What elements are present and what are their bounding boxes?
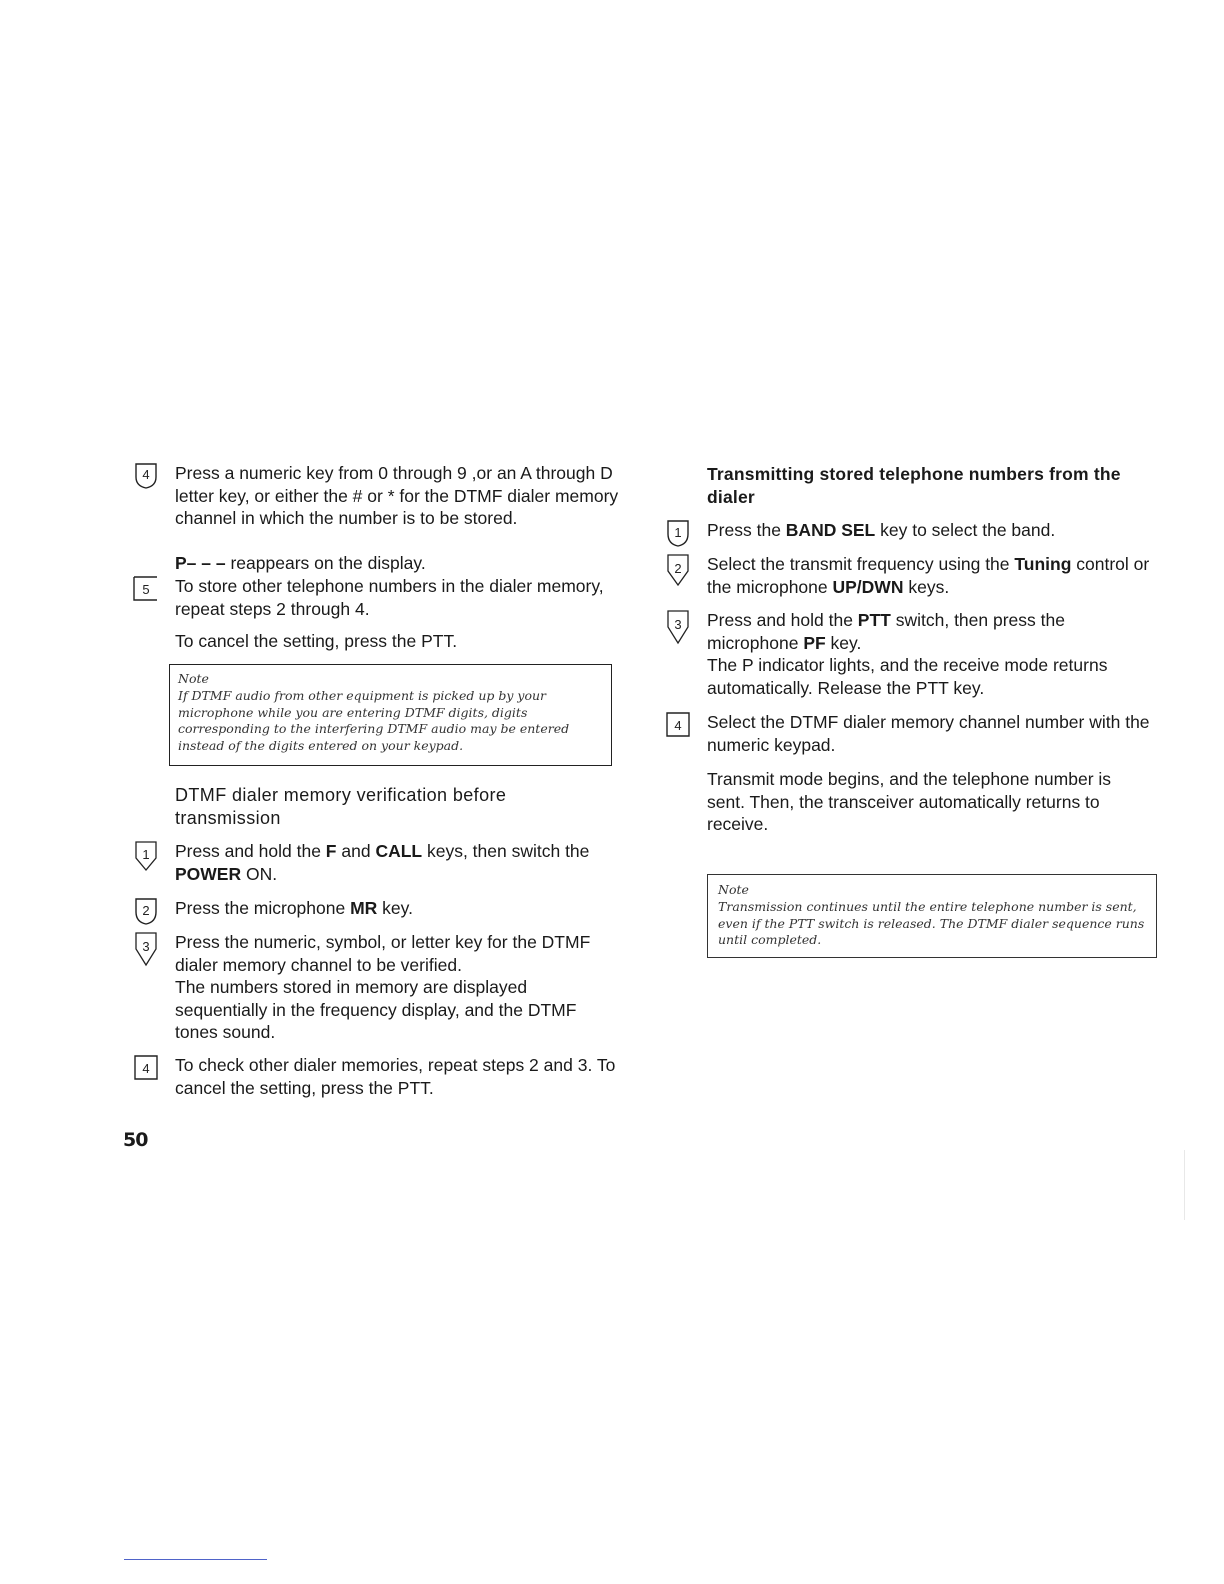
step-text: Press the numeric, symbol, or letter key for the DTMF dialer memory channel to be verified. The numbers stored in memory are displayed sequentially in the frequency display, and the DTMF tones sound. xyxy=(175,932,591,1043)
step-marker-number: 4 xyxy=(142,467,150,482)
step-marker-shield xyxy=(133,897,159,923)
step-marker-shield xyxy=(665,553,691,579)
step-marker-number: 2 xyxy=(674,561,682,576)
cancel-text: To cancel the setting, press the PTT. xyxy=(175,631,458,651)
key-pf: PF xyxy=(803,632,826,653)
step-marker-number: 1 xyxy=(142,847,150,862)
step-marker-number: 1 xyxy=(674,525,682,540)
step-result: The P indicator lights, and the receive mode returns automatically. Release the PTT key. xyxy=(707,655,1108,698)
key-power: POWER xyxy=(175,863,242,884)
step-marker-shield xyxy=(133,462,159,488)
note-title: Note xyxy=(178,671,209,686)
scan-edge-line xyxy=(1184,1150,1185,1220)
step-marker-shield xyxy=(133,931,159,957)
key-call: CALL xyxy=(375,841,423,861)
section-heading: DTMF dialer memory verification before transmission xyxy=(175,785,507,828)
step-marker-box xyxy=(133,1054,159,1080)
bottom-rule xyxy=(124,1559,267,1560)
key-mr: MR xyxy=(350,898,378,918)
key-ptt: PTT xyxy=(857,610,891,630)
step-marker-bracket xyxy=(133,575,159,601)
result-text: Transmit mode begins, and the telephone number is sent. Then, the transceiver automatically returns to receive. xyxy=(707,769,1112,835)
step-marker-number: 3 xyxy=(142,939,150,954)
step-text: Press the microphone MR key. xyxy=(175,898,413,918)
step-text: Press and hold the PTT switch, then press the microphone PF key. The P indicator lights, and the receive mode returns automatically. Release the PTT key. xyxy=(707,610,1108,698)
section-heading: Transmitting stored telephone numbers from the dialer xyxy=(707,464,1121,507)
step-result: The numbers stored in memory are displayed sequentially in the frequency display, and the DTMF tones sound. xyxy=(175,977,577,1043)
step-text: Select the DTMF dialer memory channel number with the numeric keypad. xyxy=(707,712,1150,755)
step-marker-number: 2 xyxy=(142,903,150,918)
step-text: Press a numeric key from 0 through 9 ,or an A through D letter key, or either the # or * for the DTMF dialer memory channel in which the number is to be stored. xyxy=(175,463,619,529)
reappears-text: reappears on the display. xyxy=(225,553,426,573)
step-text: To store other telephone numbers in the dialer memory, repeat steps 2 through 4. xyxy=(175,576,604,619)
note-body: Transmission continues until the entire telephone number is sent, even if the PTT switch is released. The DTMF dialer sequence runs until completed. xyxy=(718,898,1145,948)
step-marker-number: 4 xyxy=(142,1061,150,1076)
key-up-dwn: UP/DWN xyxy=(832,576,904,597)
step-marker-shield xyxy=(133,840,159,866)
step-text: Select the transmit frequency using the Tuning control or the microphone UP/DWN keys. xyxy=(707,554,1150,597)
note-title: Note xyxy=(718,882,749,897)
note-body: If DTMF audio from other equipment is picked up by your microphone while you are entering DTMF digits, digits corresponding to the interfering DTMF audio may be entered instead of the digits entered on your keypad. xyxy=(178,687,570,754)
step-marker-shield xyxy=(665,519,691,545)
step-marker-number: 4 xyxy=(674,718,682,733)
key-f: F xyxy=(325,841,337,861)
step-marker-shield xyxy=(665,609,691,635)
step-text: Press and hold the F and CALL keys, then switch the POWER ON. xyxy=(175,841,590,884)
step-text: To check other dialer memories, repeat steps 2 and 3. To cancel the setting, press the PTT. xyxy=(175,1055,616,1098)
key-band-sel: BAND SEL xyxy=(785,520,876,540)
key-tuning: Tuning xyxy=(1014,554,1072,574)
page-number: 50 xyxy=(123,1129,148,1151)
note-box xyxy=(169,664,612,766)
step-marker-box xyxy=(665,711,691,737)
display-code: P– – – xyxy=(175,553,226,573)
reappears-line xyxy=(175,552,620,575)
step-marker-number: 5 xyxy=(142,582,150,597)
step-text: Press the BAND SEL key to select the band. xyxy=(707,520,1056,540)
step-marker-number: 3 xyxy=(674,617,682,632)
note-box xyxy=(707,874,1157,958)
